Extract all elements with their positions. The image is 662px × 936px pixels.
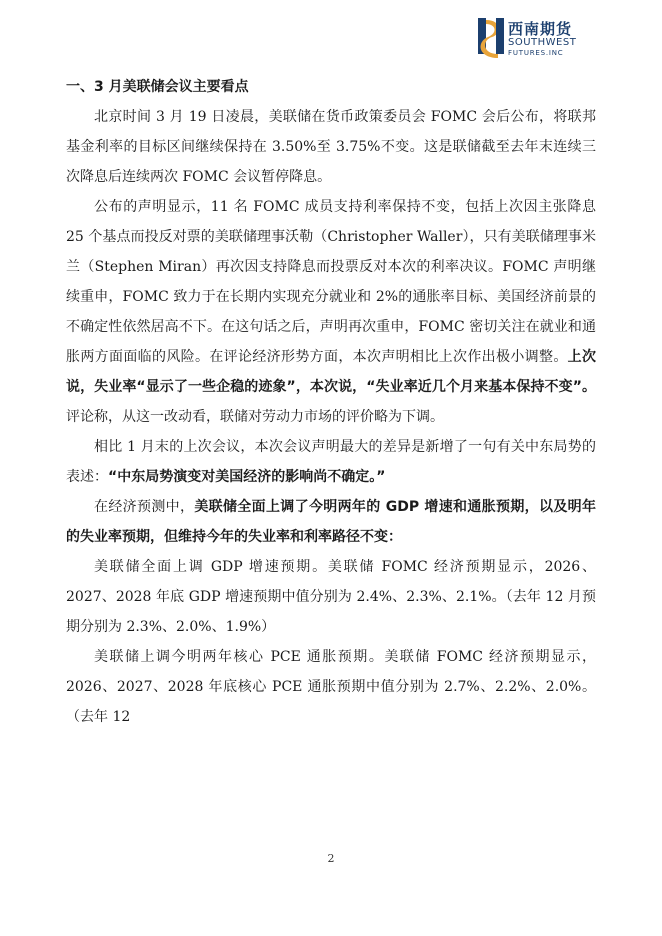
- logo-english-subtext: FUTURES.INC: [508, 49, 564, 57]
- paragraph: [66, 102, 596, 192]
- page-number: 2: [327, 852, 335, 865]
- paragraph-text: 相比 1 月末的上次会议，本次会议声明最大的差异是新增了一句有关中东局势的表述：: [66, 439, 596, 485]
- document-body: [66, 72, 596, 732]
- emphasis-text: “中东局势演变对美国经济的影响尚不确定。”: [108, 469, 386, 485]
- logo-english-text: SOUTHWEST: [508, 37, 577, 48]
- emphasis-text: 上次说，失业率“显示了一些企稳的迹象”，本次说，“失业率近几个月来基本保持不变”。: [66, 349, 597, 395]
- company-logo: [476, 14, 606, 60]
- paragraph-text: 在经济预测中，: [94, 499, 195, 515]
- paragraph-text: 评论称，从这一改动看，联储对劳动力市场的评价略为下调。: [66, 409, 444, 425]
- paragraph: [66, 492, 596, 552]
- paragraph-text: 公布的声明显示，11 名 FOMC 成员支持利率保持不变，包括上次因主张降息 25 个基点而投反对票的美联储理事沃勒（Christopher Waller），只有美联储理事米兰（Stephen Miran）再次因支持降息而投票反对本次的利率决议。FOMC 声明继续重申，FOMC 致力于在长期内实现充分就业和 2%的通胀率目标、美国经济前景的不确定性依然居高不下。在这句话之后，声明再次重申，FOMC 密切关注在就业和通胀两方面面临的风险。在评论经济形势方面，本次声明相比上次作出极小调整。: [66, 199, 596, 365]
- emphasis-text: 美联储全面上调了今明两年的 GDP 增速和通胀预期，以及明年的失业率预期，但维持今年的失业率和利率路径不变：: [66, 499, 597, 545]
- paragraph: [66, 192, 596, 432]
- paragraph-text: 美联储全面上调 GDP 增速预期。美联储 FOMC 经济预期显示，2026、2027、2028 年底 GDP 增速预期中值分别为 2.4%、2.3%、2.1%。（去年 12 月预期分别为 2.3%、2.0%、1.9%）: [66, 559, 596, 635]
- paragraph-container: [66, 102, 596, 732]
- logo-chinese-text: 西南期货: [508, 20, 573, 38]
- paragraph: [66, 552, 596, 642]
- paragraph-text: 美联储上调今明两年核心 PCE 通胀预期。美联储 FOMC 经济预期显示，2026、2027、2028 年底核心 PCE 通胀预期中值分别为 2.7%、2.2%、2.0%。（去年 12: [66, 649, 596, 725]
- logo-mark-icon: [476, 14, 506, 60]
- paragraph-text: 北京时间 3 月 19 日凌晨，美联储在货币政策委员会 FOMC 会后公布，将联邦基金利率的目标区间继续保持在 3.50%至 3.75%不变。这是联储截至去年末连续三次降息后连续两次 FOMC 会议暂停降息。: [66, 109, 596, 185]
- paragraph: [66, 432, 596, 492]
- section-title: 一、3 月美联储会议主要看点: [66, 79, 249, 95]
- paragraph: [66, 642, 596, 732]
